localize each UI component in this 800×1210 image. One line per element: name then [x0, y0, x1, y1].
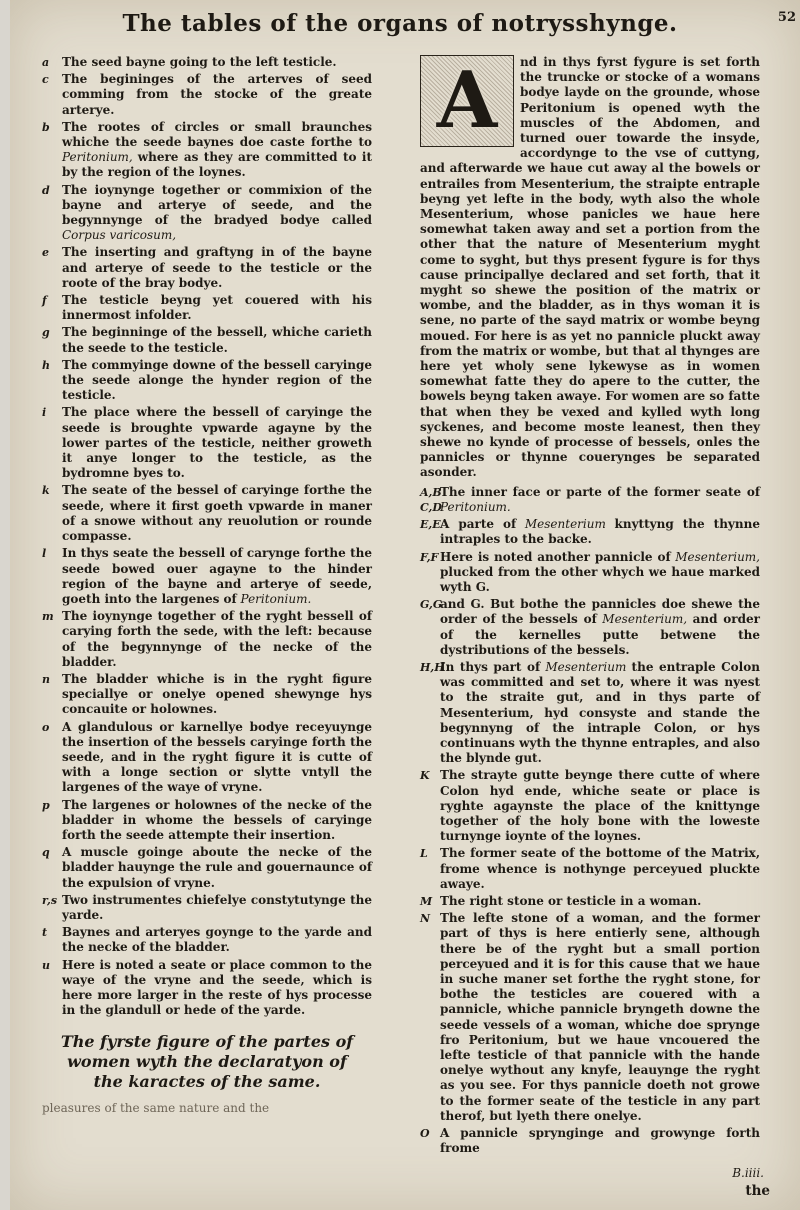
legend-mark: i: [42, 406, 47, 420]
legend-entry: [420, 550, 760, 596]
intro-text: nd in thys fyrst fygure is set forth the truncke or stocke of a womans bodye layde on the grounde, whose Peritonium is opened wyth the muscles of the Abdomen, and turned ouer towarde the insyde, accordynge to the vse of cuttyng, and afterwarde we haue cut away al the bowels or entrailes from Mesenterium, the straipte entraple beyng yet lefte in the body, wyth also the whole Mesenterium, whose panicles we haue here somewhat taken away and set a portion from the other that the nature of Mesenterium myght come to syght, but thys present fygure is for thys cause principallye declared and set forth, that it myght so shewe the position of the matrix or wombe, and the bladder, as in thys woman it is sene, no parte of the sayd matrix or wombe beyng moued. For here is as yet no pannicle pluckt away from the matrix or wombe, but that al thynges are here yet wholy sene lykewyse as in women somewhat fatte they do apere to the cutter, the bowels beyng taken awaye. For women are so fatte that when they be vexed and kylled wyth long syckenes, and become moste leanest, then they shewe no kynde of processe of bessels, onles the pannicles or thynne couerynges be separated asonder.: [420, 55, 760, 480]
legend-entry: [420, 660, 760, 766]
legend-mark: F,F: [420, 550, 439, 564]
latin-term: Corpus varicosum,: [62, 228, 177, 243]
legend-mark: q: [42, 846, 50, 860]
latin-term: Mesenterium,: [602, 612, 688, 627]
legend-entry: [42, 546, 372, 607]
figure-caption-block: [42, 1032, 372, 1116]
legend-mark: k: [42, 484, 50, 498]
legend-mark: K: [420, 769, 430, 783]
folio-mark: B.iiii.: [732, 1166, 764, 1180]
legend-text: The right stone or testicle in a woman.: [440, 893, 702, 908]
legend-entry: [42, 325, 372, 355]
latin-term: Mesenterium: [545, 659, 627, 674]
right-column: [420, 55, 760, 1158]
legend-mark: r,s: [42, 893, 58, 907]
legend-text: The rootes of circles or small braunches whiche the seede baynes doe caste forthe to: [62, 119, 372, 150]
latin-term: Peritonium,: [62, 150, 133, 165]
legend-text: A parte of: [440, 517, 517, 532]
legend-mark: M: [420, 894, 433, 908]
legend-text: Baynes and arteryes goynge to the yarde and the necke of the bladder.: [62, 925, 372, 955]
legend-mark: m: [42, 610, 54, 624]
legend-mark: G,G: [420, 598, 443, 612]
legend-text-continued: and order of the kernelles putte betwene the dystributions of the bessels.: [440, 612, 760, 657]
legend-mark: g: [42, 326, 50, 340]
legend-text: A glandulous or karnellye bodye receyuynge the insertion of the bessels caryinge forth the seede, and in the ryght figure it is cutte of with a longe section or slytte vntyll the largenes of the waye of vryne.: [62, 719, 372, 795]
legend-mark: u: [42, 958, 50, 972]
legend-entry: [42, 893, 372, 923]
legend-text: The place where the bessell of caryinge the seede is broughte vpwarde agayne by the lower partes of the testicle, neither groweth it anye longer to the testicle, as the bydromne byes to.: [62, 405, 372, 481]
latin-term: Mesenterium: [524, 517, 606, 532]
legend-text: The bladder whiche is in the ryght figure speciallye or onelye opened shewynge hys concauite or holownes.: [62, 671, 372, 717]
legend-mark: c: [42, 73, 49, 87]
legend-text: In thys seate the bessell of carynge forthe the seede bowed ouer agayne to the hinder region of the bayne and arterye of seede, goeth into the largenes of: [62, 546, 372, 606]
legend-text: Here is noted a seate or place common to the waye of the vryne and the seede, which is here more larger in the reste of hys processe in the glandull or hede of the yarde.: [62, 957, 372, 1018]
legend-mark: n: [42, 672, 50, 686]
intro-paragraph: [420, 55, 760, 481]
legend-entry: [420, 768, 760, 844]
legend-mark: d: [42, 183, 50, 197]
latin-term: Mesenterium,: [675, 549, 760, 564]
legend-entry: [42, 958, 372, 1019]
legend-mark: h: [42, 358, 50, 372]
legend-entry: [42, 293, 372, 323]
left-column: [42, 55, 372, 1116]
legend-text-continued: knyttyng the thynne intraples to the backe.: [440, 517, 760, 547]
legend-mark: p: [42, 798, 50, 812]
legend-text: The ioynynge together of the ryght bessell of carying forth the sede, with the left: because of the begynnynge of the necke of the bladder.: [62, 609, 372, 669]
legend-entry: [42, 925, 372, 955]
legend-text-continued: plucked from the other whych we haue marked wyth G.: [440, 564, 760, 594]
legend-text: A pannicle sprynginge and growynge forth frome: [440, 1126, 760, 1156]
legend-text: In thys part of: [440, 659, 541, 674]
legend-entry: [420, 911, 760, 1124]
legend-entry: [420, 1126, 760, 1156]
figure-caption: The fyrste figure of the partes of women wyth the declaratyon of the karactes of the same.: [60, 1032, 354, 1092]
legend-entry: [42, 245, 372, 291]
right-entries: [420, 485, 760, 1157]
legend-entry: [42, 120, 372, 181]
legend-text: Two instrumentes chiefelye constytutynge the yarde.: [62, 892, 372, 922]
legend-text: The lefte stone of a woman, and the former part of thys is here entierly sene, although there be of the ryght but a small portion perceyued and it is for this cause that we haue in suche maner set forthe the ryght stone, for bothe the testicles are couered with a pannicle, whiche pannicle bryngeth downe the seede vessels of a woman, whiche doe sprynge fro Peritonium, but we haue vncouered the lefte testicle of that pannicle with the hande onelye wythout any knyfe, leauynge the ryght as you see. For thys pannicle doeth not growe to the former seate of the testicle in any part therof, but lyeth there onelye.: [440, 911, 760, 1123]
legend-mark: l: [42, 547, 47, 561]
legend-entry: [42, 798, 372, 844]
legend-mark: A,B C,D: [420, 485, 442, 514]
legend-entry: [42, 183, 372, 244]
legend-mark: e: [42, 246, 49, 260]
legend-entry: [420, 894, 760, 909]
legend-mark: H,H: [420, 660, 445, 674]
legend-text: The strayte gutte beynge there cutte of where Colon hyd ende, whiche seate or place is ryghte agaynste the place of the knittynge together of the holy bone with the loweste turnynge ioynte of the loynes.: [440, 768, 760, 844]
legend-text: The seate of the bessel of caryinge forthe the seede, where it first goeth vpwarde in maner of a snowe without any reuolution or rounde compasse.: [62, 483, 372, 544]
legend-entry: [42, 672, 372, 718]
legend-mark: f: [42, 294, 47, 308]
legend-text: The former seate of the bottome of the Matrix, frome whence is nothynge perceyued pluckte awaye.: [440, 846, 760, 891]
legend-text: The testicle beyng yet couered with his innermost infolder.: [62, 293, 372, 323]
legend-entry: [42, 358, 372, 404]
legend-text: The inner face or parte of the former seate of: [440, 484, 760, 499]
legend-mark: O: [420, 1127, 430, 1141]
legend-entry: [42, 405, 372, 481]
initial-letter: A: [436, 55, 498, 146]
legend-mark: b: [42, 120, 50, 134]
legend-mark: a: [42, 56, 50, 69]
latin-term: Peritonium.: [440, 499, 511, 514]
legend-entry: [420, 517, 760, 547]
legend-entry: [42, 72, 372, 118]
legend-text: The commyinge downe of the bessell caryinge the seede alonge the hynder region of the testicle.: [62, 357, 372, 403]
legend-text: Here is noted another pannicle of: [440, 549, 671, 564]
legend-text: The seed bayne going to the left testicle.: [62, 55, 337, 69]
legend-mark: E,E: [420, 518, 441, 532]
legend-mark: o: [42, 720, 50, 734]
book-page: [10, 0, 800, 1210]
legend-text: The ioynynge together or commixion of the bayne and arterye of seede, and the begynnynge of the bradyed bodye called: [62, 182, 372, 228]
legend-entry: [42, 609, 372, 670]
legend-entry: [420, 597, 760, 658]
legend-text: The largenes or holownes of the necke of the bladder in whome the bessels of caryinge forth the seede attempte their insertion.: [62, 797, 372, 842]
legend-mark: L: [420, 847, 428, 861]
legend-mark: t: [42, 926, 48, 940]
page-header: [90, 2, 710, 50]
catchword: the: [745, 1183, 770, 1199]
legend-text: The beginninge of the bessell, whiche carieth the seede to the testicle.: [62, 325, 372, 355]
legend-text: A muscle goinge aboute the necke of the bladder hauynge the rule and gouernaunce of the expulsion of vryne.: [62, 845, 372, 890]
legend-entry: [420, 485, 760, 515]
show-through-text: pleasures of the same nature and the: [42, 1101, 270, 1116]
legend-entry: [42, 55, 372, 70]
legend-entry: [42, 720, 372, 796]
legend-entry: [420, 846, 760, 892]
legend-entry: [42, 483, 372, 544]
legend-text: The begininges of the arterves of seed comming from the stocke of the greate arterye.: [62, 72, 372, 117]
legend-text-continued: the entraple Colon was committed and set to, where it was nyest to the straite gut, and in thys parte of Mesenterium, hyd consyste and stande the begynnyng of the intraple Colon, or hys continuans wyth the thynne entraples, and also the blynde gut.: [440, 659, 760, 766]
running-title: The tables of the organs of notrysshynge.: [122, 10, 678, 37]
legend-text: and G. But bothe the pannicles doe shewe the order of the bessels of: [440, 597, 760, 627]
page-signature: 52: [777, 10, 796, 25]
decorated-initial: [420, 55, 514, 147]
latin-term: Peritonium.: [240, 591, 312, 606]
legend-text-continued: where as they are committed to it by the region of the loynes.: [62, 150, 372, 180]
legend-mark: N: [420, 912, 431, 926]
legend-entry: [42, 845, 372, 891]
legend-text: The inserting and graftyng in of the bayne and arterye of seede to the testicle or the roote of the bray bodye.: [62, 245, 372, 290]
